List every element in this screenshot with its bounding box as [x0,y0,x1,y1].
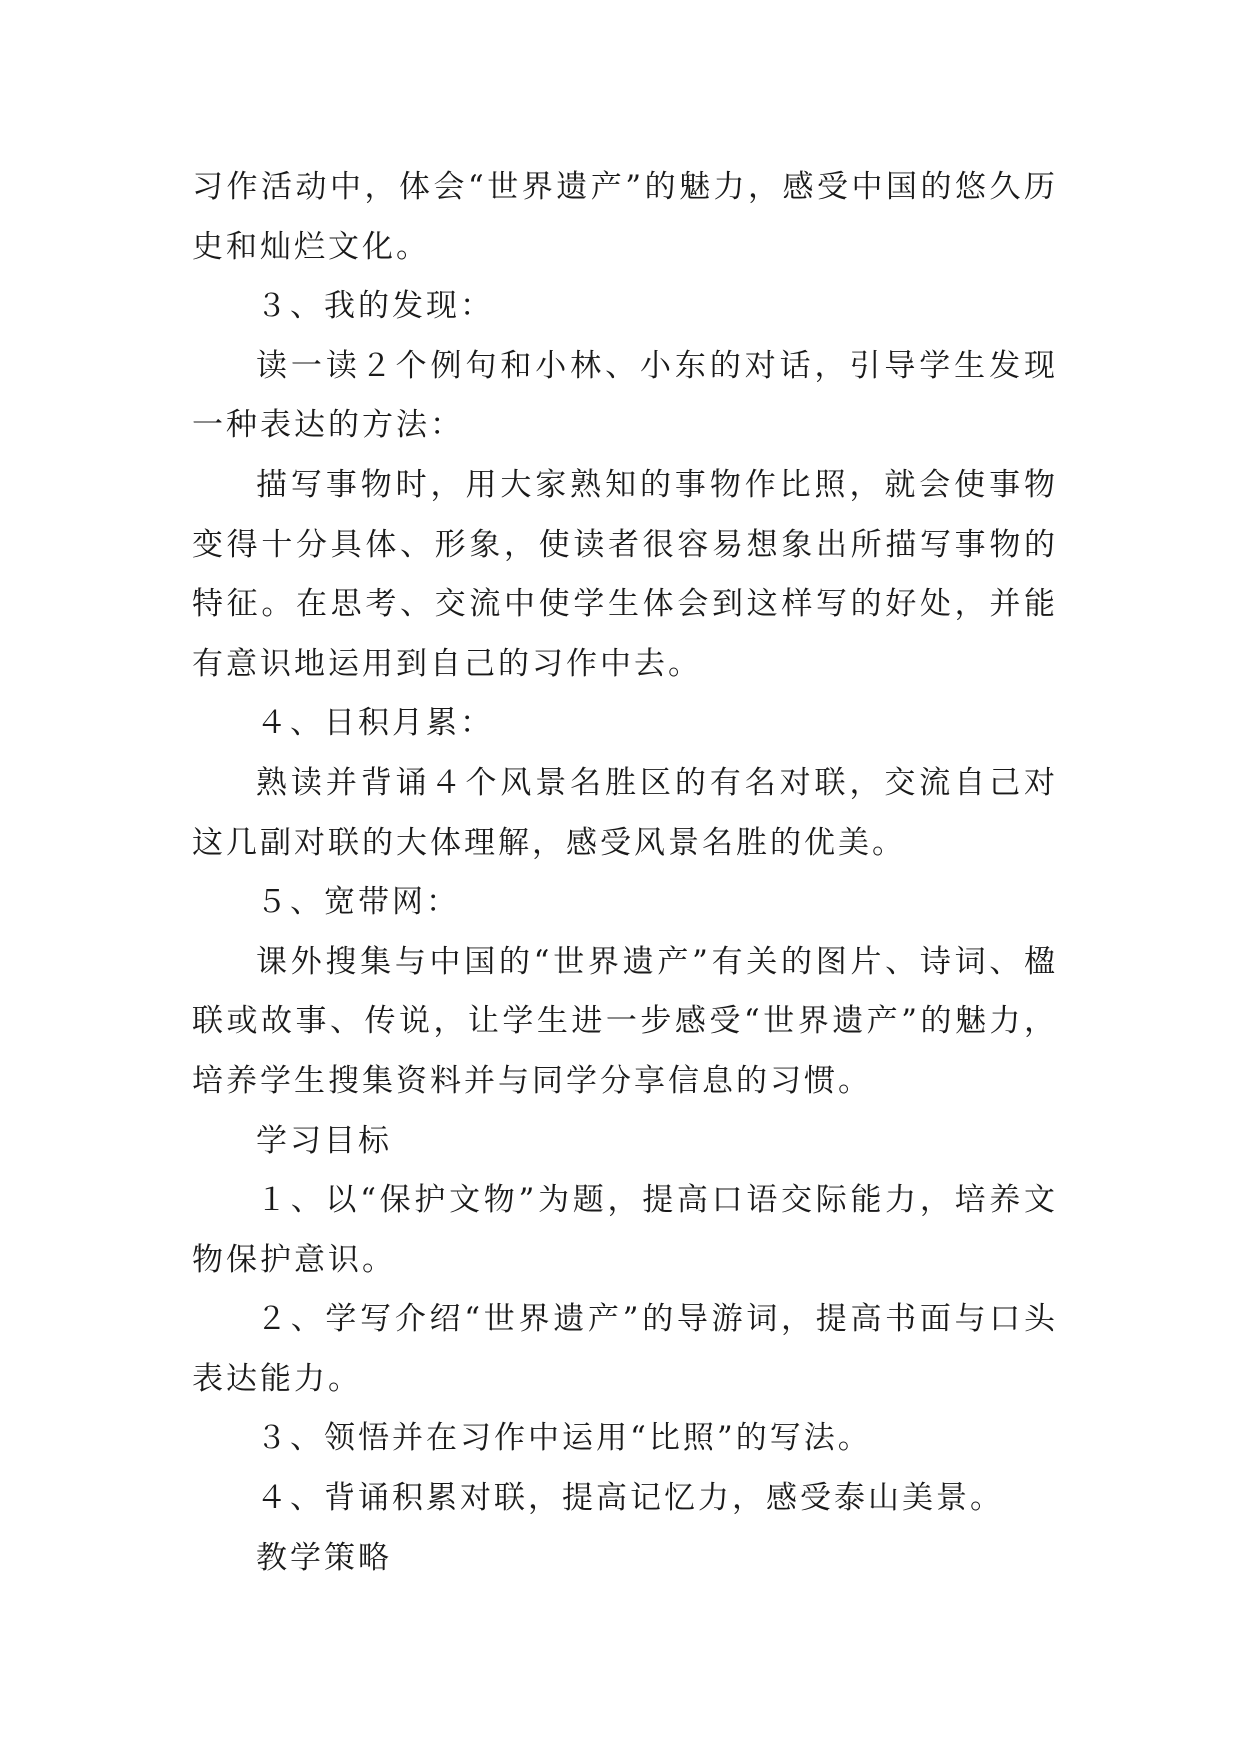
heading-broadband: ５、宽带网： [256,884,460,921]
goal-item: １、以“保护文物”为题，提高口语交际能力，培养文物保护意识。 [192,1182,1058,1278]
heading-daily-accumulation: ４、日积月累： [256,705,494,742]
heading-teaching-strategy: 教学策略 [256,1539,392,1576]
paragraph: 读一读２个例句和小林、小东的对话，引导学生发现一种表达的方法： [192,347,1058,444]
heading-my-discovery: ３、我的发现： [256,288,494,325]
document-body [192,158,1058,1588]
goal-item: ３、领悟并在习作中运用“比照”的写法。 [256,1420,872,1457]
paragraph: 课外搜集与中国的“世界遗产”有关的图片、诗词、楹联或故事、传说，让学生进一步感受“世界遗产”的魅力，培养学生搜集资料并与同学分享信息的习惯。 [192,943,1058,1099]
paragraph: 描写事物时，用大家熟知的事物作比照，就会使事物变得十分具体、形象，使读者很容易想象出所描写事物的特征。在思考、交流中使学生体会到这样写的好处，并能有意识地运用到自己的习作中去。 [192,466,1058,682]
paragraph: 熟读并背诵４个风景名胜区的有名对联，交流自己对这几副对联的大体理解，感受风景名胜的优美。 [192,764,1058,861]
heading-learning-goals: 学习目标 [256,1122,392,1159]
goal-item: ２、学写介绍“世界遗产”的导游词，提高书面与口头表达能力。 [192,1301,1058,1397]
goal-item: ４、背诵积累对联，提高记忆力，感受泰山美景。 [256,1480,1004,1517]
paragraph-continuation: 习作活动中，体会“世界遗产”的魅力，感受中国的悠久历史和灿烂文化。 [192,169,1058,265]
